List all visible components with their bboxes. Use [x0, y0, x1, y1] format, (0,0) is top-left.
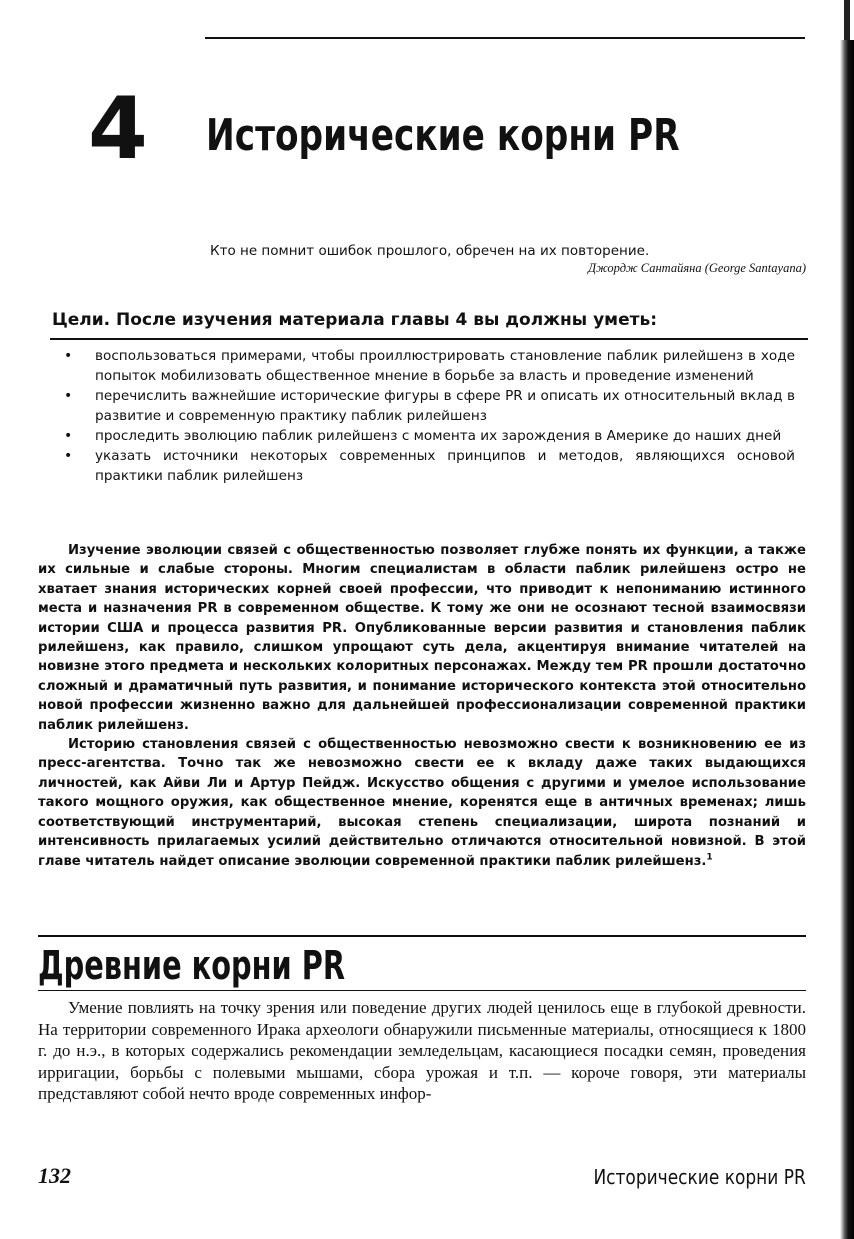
top-rule — [205, 37, 805, 39]
intro-paragraph-1: Изучение эволюции связей с общественностью позволяет глубже понять их функции, а также их сильные и слабые стороны. Многим специалистам в области паблик рилейшенз остро не хватает знания исторических корней своей профессии, что приводит к непониманию истинного места и назначения PR в современном обществе. К тому же они не осознают тесной взаимосвязи истории США и процесса развития PR. Опубликованные версии развития и становления паблик рилейшенз, как правило, слишком упрощают суть дела, акцентируя внимание читателей на новизне этого предмета и нескольких колоритных персонажах. Между тем PR прошли достаточно сложный и драматичный путь развития, и понимание исторического контекста этой относительно новой профессии жизненно важно для дальнейшей профессионализации современной практики паблик рилейшенз. — [38, 543, 806, 733]
chapter-title: Исторические корни PR — [206, 110, 680, 161]
goals-heading: Цели. После изучения материала главы 4 вы должны уметь: — [52, 310, 658, 330]
goal-item: • воспользоваться примерами, чтобы проиллюстрировать становление паблик рилейшенз в ходе попыток мобилизовать общественное мнение в борьбе за власть и проведение изменений — [60, 346, 795, 386]
section-heading: Древние корни PR — [38, 943, 346, 989]
epigraph-author: Джордж Сантайяна (George Santayana) — [588, 261, 806, 275]
goals-rule — [50, 338, 808, 340]
scan-edge-shadow — [840, 40, 854, 1239]
epigraph-quote: Кто не помнит ошибок прошлого, обречен на их повторение. — [210, 243, 650, 259]
running-title: Исторические корни PR — [593, 1165, 806, 1189]
section-body — [38, 997, 806, 1105]
footnote-mark: 1 — [706, 852, 713, 863]
intro-paragraph-2-text: Историю становления связей с общественностью невозможно свести к возникновению ее из пресс-агентства. Точно так же невозможно свести ее к вкладу даже таких выдающихся личностей, как Айви Ли и Артур Пейдж. Искусство общения с другими и умелое использование такого мощного оружия, как общественное мнение, коренятся еще в античных временах; лишь соответствующий инструментарий, высокая степень специализации, широта познаний и интенсивность прилагаемых усилий действительно отличаются относительной новизной. В этой главе читатель найдет описание эволюции современной практики паблик рилейшенз. — [38, 737, 806, 869]
page-footer — [38, 1163, 806, 1191]
section-rule-bottom — [38, 990, 806, 991]
page-number: 132 — [38, 1163, 71, 1188]
section-paragraph: Умение повлиять на точку зрения или поведение других людей ценилось еще в глубокой древности. На территории современного Ирака археологи обнаружили письменные материалы, относящиеся к 1800 г. до н.э., в которых содержались рекомендации земледельцам, касающиеся посадки семян, проведения ирригации, борьбы с полевыми мышами, сбора урожая и т.п. — короче говоря, эти материалы представляют собой нечто вроде современных инфор- — [38, 998, 806, 1103]
intro-text — [38, 541, 806, 871]
intro-paragraph-2 — [38, 735, 806, 871]
goal-item: • перечислить важнейшие исторические фигуры в сфере PR и описать их относительный вклад в развитие и современную практику паблик рилейшенз — [60, 386, 795, 426]
goal-item: • проследить эволюцию паблик рилейшенз с момента их зарождения в Америке до наших дней — [60, 426, 795, 446]
section-rule-top — [38, 935, 806, 937]
epigraph — [210, 243, 810, 277]
chapter-number: 4 — [88, 79, 146, 179]
goal-item: • указать источники некоторых современных принципов и методов, являющихся основой практики паблик рилейшенз — [60, 446, 795, 486]
goals-list — [60, 346, 795, 486]
